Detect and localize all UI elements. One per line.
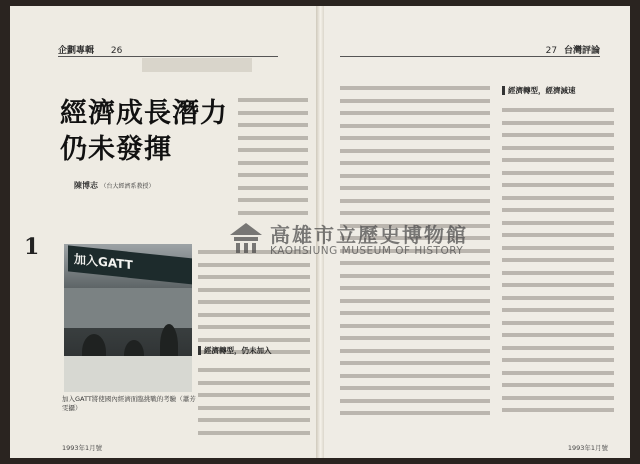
- magazine-spread: [10, 6, 630, 458]
- title-line-2: 仍未發揮: [60, 134, 172, 165]
- right-page-header: [340, 44, 600, 58]
- text-column-intro: [238, 98, 308, 223]
- left-page-header: [58, 44, 278, 58]
- photo-caption: 加入GATT將使國內經濟面臨挑戰的考驗（蕭芳雯攝）: [62, 395, 196, 412]
- museum-watermark: [228, 219, 468, 265]
- page-number: 26: [110, 46, 123, 56]
- author-note: （台大經濟系教授）: [100, 183, 155, 190]
- text-column-section: [198, 368, 310, 443]
- photo-banner: 加入GATT: [68, 245, 192, 284]
- title-line-1: 經濟成長潛力: [60, 98, 228, 129]
- section-heading: 經濟轉型，經濟減速: [502, 86, 576, 95]
- section-label: 企劃專輯: [58, 46, 95, 56]
- header-shade: [142, 58, 252, 72]
- right-footer: 1993年1月號: [567, 444, 608, 452]
- text-column-right: [502, 108, 614, 421]
- museum-logo-icon: [228, 221, 264, 257]
- author-name: 陳博志: [74, 181, 98, 190]
- watermark-text-cn: 高雄市立歷史博物館: [270, 223, 468, 247]
- page-number: 27: [545, 46, 558, 56]
- section-heading: 經濟轉型，仍未加入: [198, 346, 272, 355]
- left-footer: 1993年1月號: [62, 444, 103, 452]
- author-byline: [74, 180, 155, 191]
- press-conference-photo: [64, 244, 192, 392]
- magazine-name: 台灣評論: [563, 46, 600, 56]
- article-title: [60, 96, 230, 168]
- conference-table: [64, 356, 192, 392]
- watermark-text-en: KAOHSIUNG MUSEUM OF HISTORY: [270, 245, 464, 257]
- drop-cap: 1: [24, 234, 40, 260]
